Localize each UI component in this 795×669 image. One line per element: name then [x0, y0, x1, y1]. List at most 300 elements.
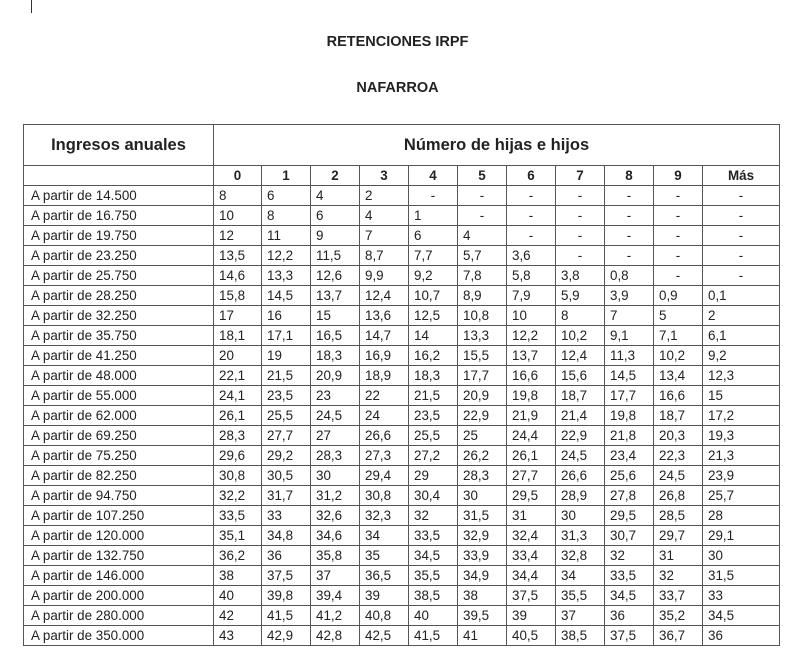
income-bracket-label: A partir de 94.750 — [24, 486, 214, 506]
retention-value-cell: 12,5 — [409, 306, 458, 326]
retention-value-cell: 10 — [214, 206, 262, 226]
retention-value-cell: 27 — [311, 426, 360, 446]
retention-value-cell: 37 — [311, 566, 360, 586]
retention-value-cell: 27,7 — [507, 466, 556, 486]
retention-value-cell: 0,8 — [605, 266, 654, 286]
retention-value-cell: 40 — [409, 606, 458, 626]
retention-value-cell: 39,4 — [311, 586, 360, 606]
retention-value-cell: 30 — [458, 486, 507, 506]
retention-value-cell: 33,9 — [458, 546, 507, 566]
retention-value-cell: 36,2 — [214, 546, 262, 566]
retention-value-cell: 23,9 — [703, 466, 780, 486]
income-bracket-label: A partir de 32.250 — [24, 306, 214, 326]
table-row — [24, 406, 780, 426]
retention-value-cell: - — [605, 246, 654, 266]
retention-value-cell: 29,5 — [605, 506, 654, 526]
retention-value-cell: 27,8 — [605, 486, 654, 506]
retention-value-cell: 30,7 — [605, 526, 654, 546]
retention-value-cell: 39 — [507, 606, 556, 626]
retention-value-cell: - — [556, 206, 605, 226]
retention-value-cell: 29,4 — [360, 466, 409, 486]
retention-value-cell: 38,5 — [556, 626, 605, 646]
retention-value-cell: 3,9 — [605, 286, 654, 306]
retention-value-cell: 26,1 — [507, 446, 556, 466]
retention-value-cell: 31,7 — [262, 486, 311, 506]
retention-value-cell: 13,7 — [507, 346, 556, 366]
retention-table — [23, 124, 780, 646]
table-row — [24, 506, 780, 526]
retention-value-cell: 28,3 — [458, 466, 507, 486]
retention-value-cell: 39,5 — [458, 606, 507, 626]
retention-value-cell: - — [703, 226, 780, 246]
retention-value-cell: 14,6 — [214, 266, 262, 286]
table-row — [24, 606, 780, 626]
table-row — [24, 226, 780, 246]
retention-value-cell: 25,5 — [262, 406, 311, 426]
retention-value-cell: 35 — [360, 546, 409, 566]
retention-value-cell: 8,7 — [360, 246, 409, 266]
retention-value-cell: 21,5 — [409, 386, 458, 406]
retention-value-cell: 34 — [360, 526, 409, 546]
retention-value-cell: 31,5 — [458, 506, 507, 526]
retention-value-cell: 18,3 — [409, 366, 458, 386]
children-count-header: Número de hijas e hijos — [214, 125, 780, 166]
retention-value-cell: 18,1 — [214, 326, 262, 346]
retention-value-cell: 33,7 — [654, 586, 703, 606]
retention-value-cell: 27,3 — [360, 446, 409, 466]
retention-value-cell: 0,1 — [703, 286, 780, 306]
retention-value-cell: 21,4 — [556, 406, 605, 426]
retention-value-cell: 25 — [458, 426, 507, 446]
retention-value-cell: 30,5 — [262, 466, 311, 486]
retention-value-cell: - — [507, 226, 556, 246]
retention-value-cell: 10,2 — [556, 326, 605, 346]
retention-value-cell: 33,5 — [214, 506, 262, 526]
retention-value-cell: 20 — [214, 346, 262, 366]
retention-value-cell: 26,8 — [654, 486, 703, 506]
income-bracket-label: A partir de 280.000 — [24, 606, 214, 626]
table-row — [24, 326, 780, 346]
retention-value-cell: 32,3 — [360, 506, 409, 526]
retention-value-cell: 20,9 — [458, 386, 507, 406]
retention-value-cell: 11,5 — [311, 246, 360, 266]
retention-value-cell: 7,7 — [409, 246, 458, 266]
retention-value-cell: 34,5 — [703, 606, 780, 626]
retention-value-cell: 30,8 — [360, 486, 409, 506]
retention-value-cell: - — [703, 266, 780, 286]
group-header-row — [24, 125, 780, 166]
retention-value-cell: 38,5 — [409, 586, 458, 606]
retention-value-cell: 14 — [409, 326, 458, 346]
retention-value-cell: 15,5 — [458, 346, 507, 366]
retention-value-cell: 31 — [654, 546, 703, 566]
retention-value-cell: 19 — [262, 346, 311, 366]
table-row — [24, 486, 780, 506]
retention-value-cell: 12,2 — [507, 326, 556, 346]
retention-value-cell: 29,5 — [507, 486, 556, 506]
column-header: 6 — [507, 166, 556, 186]
income-bracket-label: A partir de 107.250 — [24, 506, 214, 526]
retention-value-cell: 11 — [262, 226, 311, 246]
retention-value-cell: 17,1 — [262, 326, 311, 346]
retention-value-cell: 37,5 — [507, 586, 556, 606]
retention-value-cell: 23,5 — [409, 406, 458, 426]
retention-value-cell: 15,6 — [556, 366, 605, 386]
retention-value-cell: 7,9 — [507, 286, 556, 306]
retention-value-cell: 8 — [214, 186, 262, 206]
retention-value-cell: 11,3 — [605, 346, 654, 366]
retention-value-cell: 28 — [703, 506, 780, 526]
table-row — [24, 346, 780, 366]
retention-value-cell: 40,5 — [507, 626, 556, 646]
retention-value-cell: 33,5 — [409, 526, 458, 546]
retention-value-cell: 35,5 — [409, 566, 458, 586]
retention-value-cell: - — [703, 206, 780, 226]
retention-value-cell: 16,6 — [507, 366, 556, 386]
retention-value-cell: 18,7 — [556, 386, 605, 406]
retention-value-cell: 20,3 — [654, 426, 703, 446]
table-row — [24, 186, 780, 206]
column-header: 4 — [409, 166, 458, 186]
retention-value-cell: 18,9 — [360, 366, 409, 386]
retention-value-cell: 25,7 — [703, 486, 780, 506]
retention-value-cell: 24 — [360, 406, 409, 426]
retention-value-cell: 10,7 — [409, 286, 458, 306]
retention-value-cell: 21,8 — [605, 426, 654, 446]
retention-value-cell: 36,7 — [654, 626, 703, 646]
retention-value-cell: - — [605, 226, 654, 246]
retention-value-cell: 24,1 — [214, 386, 262, 406]
retention-value-cell: 29,2 — [262, 446, 311, 466]
income-bracket-label: A partir de 16.750 — [24, 206, 214, 226]
retention-value-cell: 32 — [654, 566, 703, 586]
column-header: 8 — [605, 166, 654, 186]
retention-value-cell: 8 — [262, 206, 311, 226]
retention-value-cell: 38 — [214, 566, 262, 586]
retention-value-cell: 13,3 — [262, 266, 311, 286]
retention-value-cell: 8 — [556, 306, 605, 326]
retention-value-cell: 9,1 — [605, 326, 654, 346]
retention-value-cell: 39,8 — [262, 586, 311, 606]
income-bracket-label: A partir de 62.000 — [24, 406, 214, 426]
retention-value-cell: - — [605, 186, 654, 206]
retention-value-cell: 19,8 — [605, 406, 654, 426]
retention-value-cell: 23,4 — [605, 446, 654, 466]
retention-value-cell: 43 — [214, 626, 262, 646]
retention-value-cell: 4 — [311, 186, 360, 206]
retention-value-cell: 9,9 — [360, 266, 409, 286]
retention-value-cell: 12,4 — [360, 286, 409, 306]
retention-value-cell: 4 — [458, 226, 507, 246]
retention-value-cell: 26,1 — [214, 406, 262, 426]
retention-value-cell: - — [654, 186, 703, 206]
retention-value-cell: 12 — [214, 226, 262, 246]
retention-value-cell: 17,2 — [703, 406, 780, 426]
retention-value-cell: 32 — [409, 506, 458, 526]
retention-value-cell: 2 — [703, 306, 780, 326]
retention-value-cell: - — [556, 186, 605, 206]
retention-value-cell: 41,5 — [262, 606, 311, 626]
retention-value-cell: 23,5 — [262, 386, 311, 406]
retention-value-cell: 32,8 — [556, 546, 605, 566]
retention-value-cell: 27,2 — [409, 446, 458, 466]
retention-value-cell: 24,5 — [311, 406, 360, 426]
retention-value-cell: 6 — [262, 186, 311, 206]
retention-value-cell: 26,6 — [360, 426, 409, 446]
income-bracket-label: A partir de 23.250 — [24, 246, 214, 266]
retention-value-cell: 5 — [654, 306, 703, 326]
retention-value-cell: 30,8 — [214, 466, 262, 486]
table-row — [24, 426, 780, 446]
retention-value-cell: 34,5 — [605, 586, 654, 606]
column-header: 0 — [214, 166, 262, 186]
retention-value-cell: 34 — [556, 566, 605, 586]
retention-value-cell: 16,9 — [360, 346, 409, 366]
retention-value-cell: 13,5 — [214, 246, 262, 266]
retention-value-cell: - — [654, 206, 703, 226]
income-header: Ingresos anuales — [24, 125, 214, 166]
table-row — [24, 446, 780, 466]
retention-value-cell: - — [507, 186, 556, 206]
retention-value-cell: 25,6 — [605, 466, 654, 486]
retention-value-cell: 5,8 — [507, 266, 556, 286]
column-header: 5 — [458, 166, 507, 186]
income-bracket-label: A partir de 200.000 — [24, 586, 214, 606]
retention-value-cell: 36,5 — [360, 566, 409, 586]
retention-value-cell: - — [703, 246, 780, 266]
retention-value-cell: 17 — [214, 306, 262, 326]
income-bracket-label: A partir de 69.250 — [24, 426, 214, 446]
retention-value-cell: 9,2 — [409, 266, 458, 286]
income-bracket-label: A partir de 132.750 — [24, 546, 214, 566]
retention-value-cell: 20,9 — [311, 366, 360, 386]
retention-value-cell: 30 — [311, 466, 360, 486]
text-cursor — [31, 0, 32, 13]
retention-value-cell: 28,5 — [654, 506, 703, 526]
income-bracket-label: A partir de 55.000 — [24, 386, 214, 406]
retention-value-cell: 32,4 — [507, 526, 556, 546]
retention-value-cell: 30,4 — [409, 486, 458, 506]
retention-value-cell: - — [703, 186, 780, 206]
retention-value-cell: 29,6 — [214, 446, 262, 466]
retention-value-cell: 31,3 — [556, 526, 605, 546]
retention-value-cell: 16 — [262, 306, 311, 326]
retention-value-cell: 36 — [605, 606, 654, 626]
retention-value-cell: 7,8 — [458, 266, 507, 286]
income-bracket-label: A partir de 75.250 — [24, 446, 214, 466]
retention-value-cell: 5,7 — [458, 246, 507, 266]
retention-value-cell: 12,4 — [556, 346, 605, 366]
retention-value-cell: 33 — [703, 586, 780, 606]
empty-header-cell — [24, 166, 214, 186]
retention-value-cell: 9 — [311, 226, 360, 246]
retention-value-cell: 7 — [360, 226, 409, 246]
table-row — [24, 386, 780, 406]
retention-value-cell: 8,9 — [458, 286, 507, 306]
retention-value-cell: 22,1 — [214, 366, 262, 386]
retention-value-cell: 12,6 — [311, 266, 360, 286]
retention-value-cell: 3,8 — [556, 266, 605, 286]
retention-value-cell: 22 — [360, 386, 409, 406]
retention-value-cell: 21,9 — [507, 406, 556, 426]
document-title: RETENCIONES IRPF — [326, 34, 469, 50]
column-header: 2 — [311, 166, 360, 186]
retention-value-cell: 40 — [214, 586, 262, 606]
retention-value-cell: 24,4 — [507, 426, 556, 446]
retention-value-cell: 10 — [507, 306, 556, 326]
retention-value-cell: - — [654, 226, 703, 246]
retention-value-cell: 41,5 — [409, 626, 458, 646]
retention-value-cell: 22,3 — [654, 446, 703, 466]
retention-value-cell: 40,8 — [360, 606, 409, 626]
retention-value-cell: 34,6 — [311, 526, 360, 546]
retention-value-cell: 5,9 — [556, 286, 605, 306]
retention-value-cell: 34,4 — [507, 566, 556, 586]
retention-value-cell: 38 — [458, 586, 507, 606]
income-bracket-label: A partir de 35.750 — [24, 326, 214, 346]
retention-value-cell: 13,4 — [654, 366, 703, 386]
retention-value-cell: - — [654, 246, 703, 266]
retention-value-cell: 32 — [605, 546, 654, 566]
retention-value-cell: 15 — [703, 386, 780, 406]
retention-value-cell: 26,6 — [556, 466, 605, 486]
document-subtitle: NAFARROA — [356, 80, 439, 96]
retention-value-cell: 4 — [360, 206, 409, 226]
retention-value-cell: 42,5 — [360, 626, 409, 646]
retention-value-cell: 34,8 — [262, 526, 311, 546]
retention-value-cell: 7,1 — [654, 326, 703, 346]
retention-value-cell: 25,5 — [409, 426, 458, 446]
table-row — [24, 286, 780, 306]
retention-value-cell: 21,3 — [703, 446, 780, 466]
retention-value-cell: 35,2 — [654, 606, 703, 626]
retention-value-cell: 34,9 — [458, 566, 507, 586]
table-row — [24, 626, 780, 646]
retention-value-cell: 10,2 — [654, 346, 703, 366]
table-row — [24, 206, 780, 226]
retention-value-cell: 41 — [458, 626, 507, 646]
retention-value-cell: 35,5 — [556, 586, 605, 606]
retention-value-cell: 41,2 — [311, 606, 360, 626]
retention-value-cell: 6 — [409, 226, 458, 246]
income-bracket-label: A partir de 14.500 — [24, 186, 214, 206]
retention-value-cell: 33 — [262, 506, 311, 526]
table-row — [24, 366, 780, 386]
retention-value-cell: 37,5 — [262, 566, 311, 586]
retention-value-cell: 39 — [360, 586, 409, 606]
retention-value-cell: 15 — [311, 306, 360, 326]
income-bracket-label: A partir de 146.000 — [24, 566, 214, 586]
retention-value-cell: 28,3 — [214, 426, 262, 446]
retention-value-cell: 12,2 — [262, 246, 311, 266]
retention-value-cell: 16,2 — [409, 346, 458, 366]
income-bracket-label: A partir de 120.000 — [24, 526, 214, 546]
retention-value-cell: 31 — [507, 506, 556, 526]
retention-value-cell: 12,3 — [703, 366, 780, 386]
retention-value-cell: 19,3 — [703, 426, 780, 446]
retention-value-cell: 1 — [409, 206, 458, 226]
column-header: 7 — [556, 166, 605, 186]
column-header: 1 — [262, 166, 311, 186]
retention-value-cell: - — [605, 206, 654, 226]
retention-value-cell: 13,7 — [311, 286, 360, 306]
retention-value-cell: - — [458, 206, 507, 226]
retention-value-cell: 22,9 — [458, 406, 507, 426]
retention-value-cell: 30 — [703, 546, 780, 566]
retention-value-cell: 36 — [262, 546, 311, 566]
retention-value-cell: 42 — [214, 606, 262, 626]
retention-value-cell: 28,3 — [311, 446, 360, 466]
retention-value-cell: 9,2 — [703, 346, 780, 366]
retention-value-cell: 18,7 — [654, 406, 703, 426]
retention-value-cell: 7 — [605, 306, 654, 326]
retention-value-cell: 10,8 — [458, 306, 507, 326]
retention-value-cell: 14,5 — [605, 366, 654, 386]
retention-value-cell: 27,7 — [262, 426, 311, 446]
column-header: 9 — [654, 166, 703, 186]
retention-value-cell: 19,8 — [507, 386, 556, 406]
retention-value-cell: 35,8 — [311, 546, 360, 566]
table-row — [24, 546, 780, 566]
table-row — [24, 466, 780, 486]
retention-value-cell: 29,7 — [654, 526, 703, 546]
income-bracket-label: A partir de 350.000 — [24, 626, 214, 646]
retention-value-cell: 37,5 — [605, 626, 654, 646]
column-header-row — [24, 166, 780, 186]
retention-value-cell: 3,6 — [507, 246, 556, 266]
retention-value-cell: 15,8 — [214, 286, 262, 306]
income-bracket-label: A partir de 25.750 — [24, 266, 214, 286]
table-row — [24, 306, 780, 326]
retention-value-cell: 36 — [703, 626, 780, 646]
retention-value-cell: 32,2 — [214, 486, 262, 506]
retention-value-cell: 24,5 — [556, 446, 605, 466]
retention-value-cell: 31,5 — [703, 566, 780, 586]
retention-value-cell: 13,6 — [360, 306, 409, 326]
retention-value-cell: 13,3 — [458, 326, 507, 346]
table-row — [24, 526, 780, 546]
retention-value-cell: 26,2 — [458, 446, 507, 466]
retention-value-cell: 18,3 — [311, 346, 360, 366]
retention-value-cell: 21,5 — [262, 366, 311, 386]
table-row — [24, 266, 780, 286]
retention-value-cell: 30 — [556, 506, 605, 526]
retention-value-cell: 31,2 — [311, 486, 360, 506]
retention-value-cell: 17,7 — [458, 366, 507, 386]
column-header: 3 — [360, 166, 409, 186]
retention-value-cell: 24,5 — [654, 466, 703, 486]
retention-value-cell: 33,5 — [605, 566, 654, 586]
retention-value-cell: - — [409, 186, 458, 206]
retention-value-cell: - — [654, 266, 703, 286]
retention-value-cell: 14,5 — [262, 286, 311, 306]
retention-value-cell: - — [458, 186, 507, 206]
column-header: Más — [703, 166, 780, 186]
retention-value-cell: - — [507, 206, 556, 226]
income-bracket-label: A partir de 28.250 — [24, 286, 214, 306]
retention-value-cell: 14,7 — [360, 326, 409, 346]
retention-value-cell: 6 — [311, 206, 360, 226]
retention-value-cell: 16,5 — [311, 326, 360, 346]
table-row — [24, 246, 780, 266]
retention-value-cell: 42,9 — [262, 626, 311, 646]
retention-value-cell: 29 — [409, 466, 458, 486]
income-bracket-label: A partir de 19.750 — [24, 226, 214, 246]
retention-value-cell: 33,4 — [507, 546, 556, 566]
retention-value-cell: 17,7 — [605, 386, 654, 406]
table-row — [24, 566, 780, 586]
retention-value-cell: 42,8 — [311, 626, 360, 646]
